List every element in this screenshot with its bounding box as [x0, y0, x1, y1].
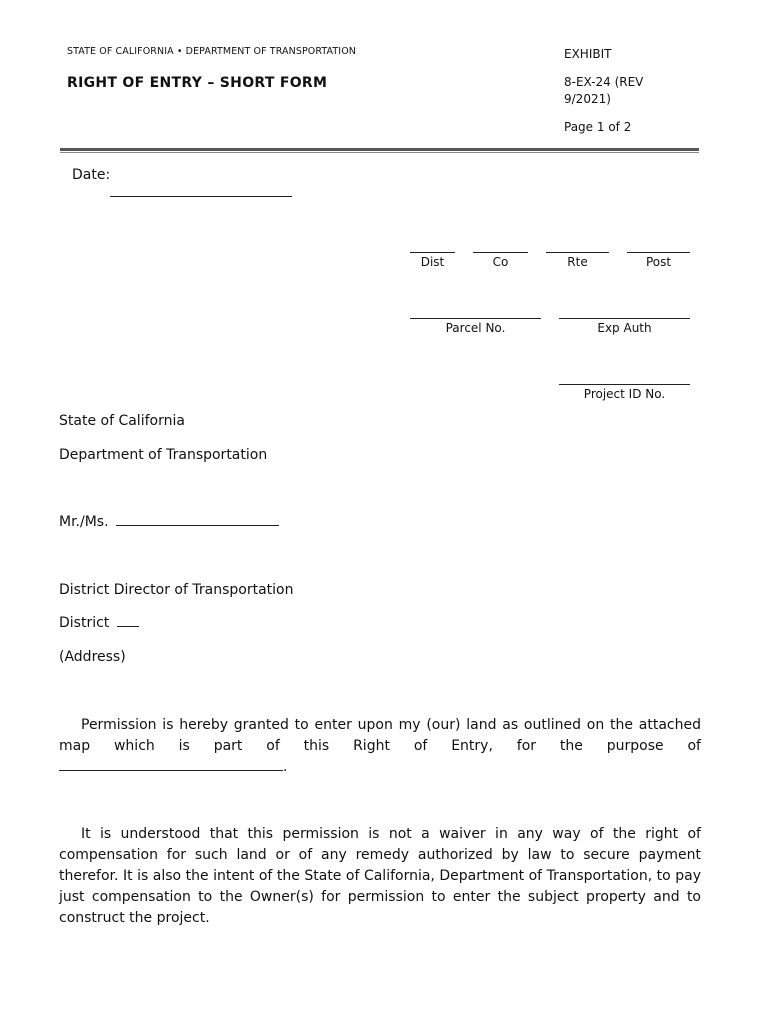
addressee-state: State of California: [59, 413, 185, 429]
project-id-field[interactable]: [559, 384, 690, 385]
dist-label: Dist: [420, 255, 445, 269]
dist-field[interactable]: [410, 252, 455, 253]
co-label: Co: [492, 255, 509, 269]
page-indicator: Page 1 of 2: [564, 120, 632, 134]
salutation-line: [59, 514, 279, 530]
purpose-line: [59, 759, 287, 775]
exp-auth-field[interactable]: [559, 318, 690, 319]
address-label: (Address): [59, 649, 126, 665]
form-number-line1: 8-EX-24 (REV: [564, 75, 644, 89]
date-label: Date:: [72, 167, 111, 183]
form-number-line2: 9/2021): [564, 92, 611, 106]
co-field[interactable]: [473, 252, 528, 253]
salutation-label: Mr./Ms.: [59, 514, 109, 530]
rte-label: Rte: [567, 255, 588, 269]
parcel-no-field[interactable]: [410, 318, 541, 319]
post-field[interactable]: [627, 252, 690, 253]
rte-field[interactable]: [546, 252, 609, 253]
purpose-field[interactable]: [59, 769, 283, 771]
district-line: [59, 615, 139, 631]
name-field[interactable]: [116, 524, 279, 526]
addressee-department: Department of Transportation: [59, 447, 268, 463]
purpose-period: .: [283, 759, 288, 775]
agency-header: STATE OF CALIFORNIA • DEPARTMENT OF TRANSPORTATION: [67, 46, 356, 57]
parcel-no-label: Parcel No.: [445, 321, 506, 335]
form-title: RIGHT OF ENTRY – SHORT FORM: [67, 75, 328, 91]
district-field[interactable]: [117, 625, 139, 627]
exhibit-label: EXHIBIT: [564, 47, 612, 61]
permission-paragraph: Permission is hereby granted to enter upon my (our) land as outlined on the attached map which is part of this Right of Entry, for the purpose of: [59, 717, 701, 754]
date-field[interactable]: [110, 196, 292, 197]
header-divider: [60, 148, 699, 151]
addressee-director: District Director of Transportation: [59, 582, 294, 598]
understood-paragraph: It is understood that this permission is not a waiver in any way of the right of compensation for such land or of any remedy authorized by law to secure payment therefor. It is also the intent of the State of California, Department of Transportation, to pay just compensation to the Owner(s) for permission to enter the subject property and to construct the project.: [59, 826, 701, 926]
post-label: Post: [645, 255, 672, 269]
header-divider-thin: [60, 152, 699, 153]
exp-auth-label: Exp Auth: [597, 321, 652, 335]
project-id-label: Project ID No.: [583, 387, 666, 401]
district-label: District: [59, 615, 110, 631]
